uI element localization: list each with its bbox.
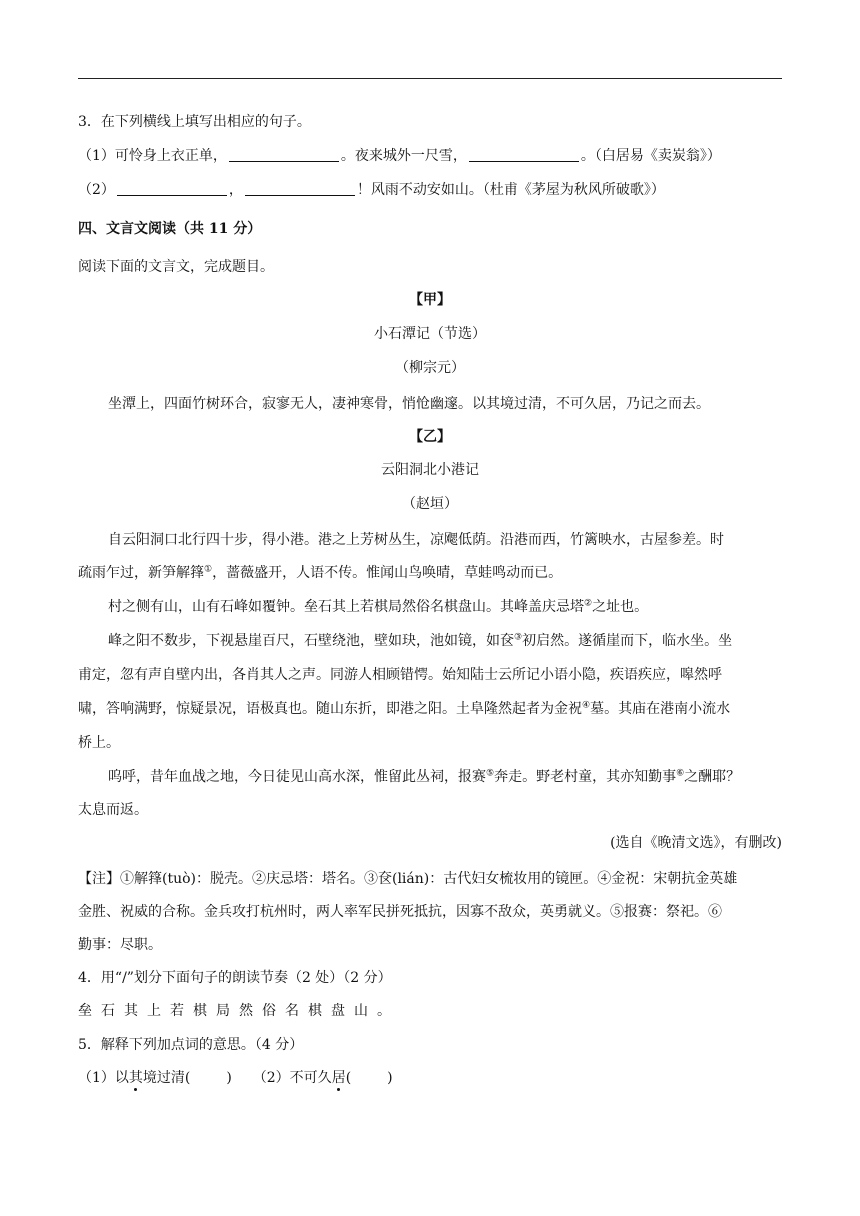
answer-blank[interactable] (117, 181, 227, 196)
passage-yi-p2 (78, 597, 648, 617)
q5-stem: 5．解释下列加点词的意思。（4 分） (78, 1037, 304, 1053)
dotted-word: 其 (128, 1070, 143, 1086)
header-rule (78, 78, 782, 79)
text-segment: ) (226, 1070, 232, 1086)
passage-yi-p3-line3 (78, 699, 730, 719)
passage-jia-title: 小石潭记（节选） (374, 326, 486, 342)
q3-item-2 (78, 180, 665, 200)
text-segment: 之酬耶？ (684, 769, 741, 785)
answer-blank[interactable] (245, 181, 355, 196)
passage-yi-title: 云阳洞北小港记 (381, 462, 479, 478)
passage-yi-p3-line4: 桥上。 (78, 735, 120, 751)
text-segment: （2）不可久 (252, 1070, 332, 1086)
passage-yi-p4-line1 (78, 767, 740, 787)
answer-blank[interactable] (469, 147, 579, 162)
notes-line2: 金胜、祝威的合称。金兵攻打杭州时，两人率军民拼死抵抗，因寡不敌众，英勇就义。⑤报赛：祭祀。⑥ (78, 904, 722, 920)
passage-yi-p3-line2: 甫定，忽有声自壁内出，各肖其人之声。同游人相顾错愕。始知陆士云所记小语小隐，疾语疾应，嗥然呼 (78, 667, 722, 683)
passage-jia-text: 坐潭上，四面竹树环合，寂寥无人，凄神寒骨，悄怆幽邃。以其境过清，不可久居，乃记之而去。 (108, 396, 710, 412)
text-segment: 墓。其庙在港南小流水 (590, 701, 731, 717)
footnote-marker: ① (204, 564, 213, 575)
q3-item-1-text-b: 。夜来城外一尺雪， (340, 148, 467, 164)
q3-item-1-text-c: 。（白居易《卖炭翁》） (580, 148, 721, 164)
text-segment: 奔走。野老村童，其亦知勤事 (494, 769, 677, 785)
passage-source: (选自《晚清文选》，有删改) (610, 835, 782, 851)
q3-item-2-text-c: ！风雨不动安如山。（杜甫《茅屋为秋风所破歌》） (356, 182, 665, 198)
text-segment: 疏雨乍过，新笋解箨 (78, 565, 204, 581)
notes-line3: 勤事：尽职。 (78, 937, 162, 953)
passage-jia-label: 【甲】 (409, 292, 451, 308)
q3-item-2-text-b: ， (228, 182, 243, 198)
passage-jia-author: （柳宗元） (395, 360, 465, 376)
q4-sentence: 垒石其上若棋局然俗名棋盘山。 (78, 1003, 400, 1019)
text-segment: ( (345, 1070, 352, 1086)
text-segment: 呜呼，昔年血战之地，今日徒见山高水深，惟留此丛祠，报赛 (108, 769, 486, 785)
passage-yi-author: （赵垣） (402, 496, 458, 512)
text-segment: 峰之阳不数步，下视悬崖百尺，石壁绕池，壁如玦，池如镜，如奁 (108, 633, 514, 649)
passage-yi-p1-line2 (78, 563, 562, 583)
q5-items (78, 1068, 393, 1088)
footnote-marker: ③ (514, 632, 523, 643)
text-segment: 初启然。遂循崖而下，临水坐。坐 (522, 633, 733, 649)
footnote-marker: ④ (582, 700, 591, 711)
section-heading: 四、文言文阅读（共 11 分） (78, 221, 262, 237)
passage-yi-p1-line1: 自云阳洞口北行四十步，得小港。港之上芳树丛生，凉飔低荫。沿港而西，竹篱映水，古屋参差。时 (108, 532, 724, 548)
text-segment: 境过清( (142, 1070, 191, 1086)
text-segment: 之址也。 (592, 599, 649, 615)
answer-blank[interactable] (229, 147, 339, 162)
section-instruction: 阅读下面的文言文，完成题目。 (78, 259, 274, 275)
footnote-marker: ② (584, 598, 593, 609)
passage-yi-p3-line1 (78, 631, 732, 651)
text-segment: 村之侧有山，山有石峰如覆钟。垒石其上若棋局然俗名棋盘山。其峰盖庆忌塔 (108, 599, 584, 615)
passage-yi-p4-line2: 太息而返。 (78, 802, 148, 818)
q3-stem: 3．在下列横线上填写出相应的句子。 (78, 114, 311, 130)
q3-item-2-text-a: （2） (78, 182, 115, 198)
text-segment: ) (387, 1070, 393, 1086)
q3-item-1-text-a: （1）可怜身上衣正单， (78, 148, 227, 164)
passage-yi-label: 【乙】 (409, 429, 451, 445)
q3-item-1 (78, 146, 721, 166)
text-segment: ，蔷薇盛开，人语不传。惟闻山鸟唤晴，草蛙鸣动而已。 (212, 565, 563, 581)
footnote-marker: ⑤ (486, 768, 495, 779)
notes-line1: 【注】①解箨(tuò)：脱壳。②庆忌塔：塔名。③奁(lián)：古代妇女梳妆用的镜匣。④金祝：宋朝抗金英雄 (78, 871, 738, 887)
q4-stem: 4．用“/”划分下面句子的朗读节奏（2 处）（2 分） (78, 970, 392, 986)
text-segment: 啸，答响满野，惊疑景况，语极真也。随山东折，即港之阳。土阜隆然起者为金祝 (78, 701, 582, 717)
text-segment: （1）以 (78, 1070, 129, 1086)
dotted-word: 居 (331, 1070, 346, 1086)
footnote-marker: ⑥ (676, 768, 685, 779)
